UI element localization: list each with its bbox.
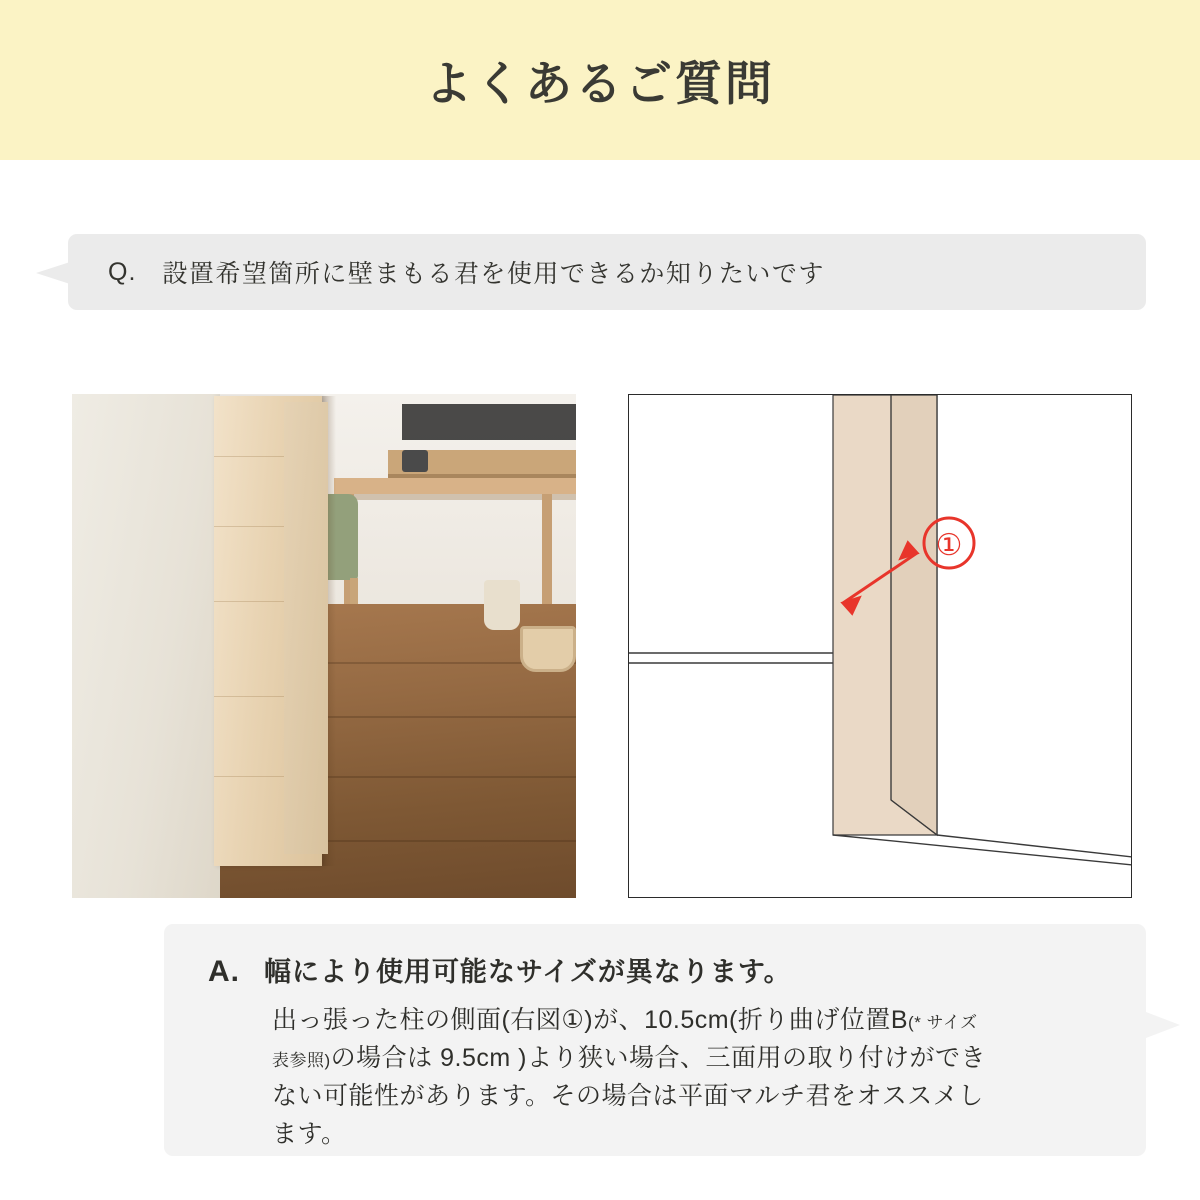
answer-header — [208, 950, 1112, 989]
answer-body — [272, 1001, 1112, 1153]
answer-title: 幅により使用可能なサイズが異なります。 — [264, 957, 792, 987]
answer-line-2: の場合は 9.5cm )より狭い場合、三面用の取り付けができ — [330, 1044, 986, 1072]
answer-line-3: ない可能性があります。その場合は平面マルチ君をオススメし — [272, 1082, 984, 1110]
answer-line-1-note: (* サイズ — [908, 1013, 978, 1032]
baseboard-line-right — [937, 835, 1132, 857]
answer-line-4: ます。 — [272, 1120, 347, 1148]
photo-dark-shelf — [402, 404, 576, 440]
corner-protector-photo — [72, 394, 576, 898]
page-title: よくあるご質問 — [425, 56, 775, 110]
question-marker: Q. — [108, 257, 137, 286]
answer-bubble-tail — [1146, 1012, 1180, 1038]
answer-line-2-note: 表参照) — [272, 1051, 331, 1070]
photo-left-wall — [72, 394, 220, 898]
photo-cup — [484, 580, 520, 630]
page-header — [0, 0, 1200, 160]
pillar-side-face — [891, 395, 937, 835]
answer-line-1: 出っ張った柱の側面(右図①)が、10.5cm(折り曲げ位置B — [272, 1006, 909, 1034]
question-bubble-tail — [36, 262, 70, 284]
photo-clock — [402, 450, 428, 472]
question-bubble — [68, 234, 1146, 310]
photo-desk-leg — [542, 494, 552, 604]
photo-basket — [520, 626, 576, 672]
pillar-diagram-svg — [629, 395, 1132, 898]
answer-bubble — [164, 924, 1146, 1156]
question-text: 設置希望箇所に壁まもる君を使用できるか知りたいです — [162, 260, 825, 288]
pillar-diagram — [628, 394, 1132, 898]
callout-label: ① — [935, 529, 963, 562]
photo-desk-top — [334, 478, 576, 494]
answer-marker: A. — [208, 955, 240, 988]
photo-wood-post-side — [284, 402, 328, 854]
